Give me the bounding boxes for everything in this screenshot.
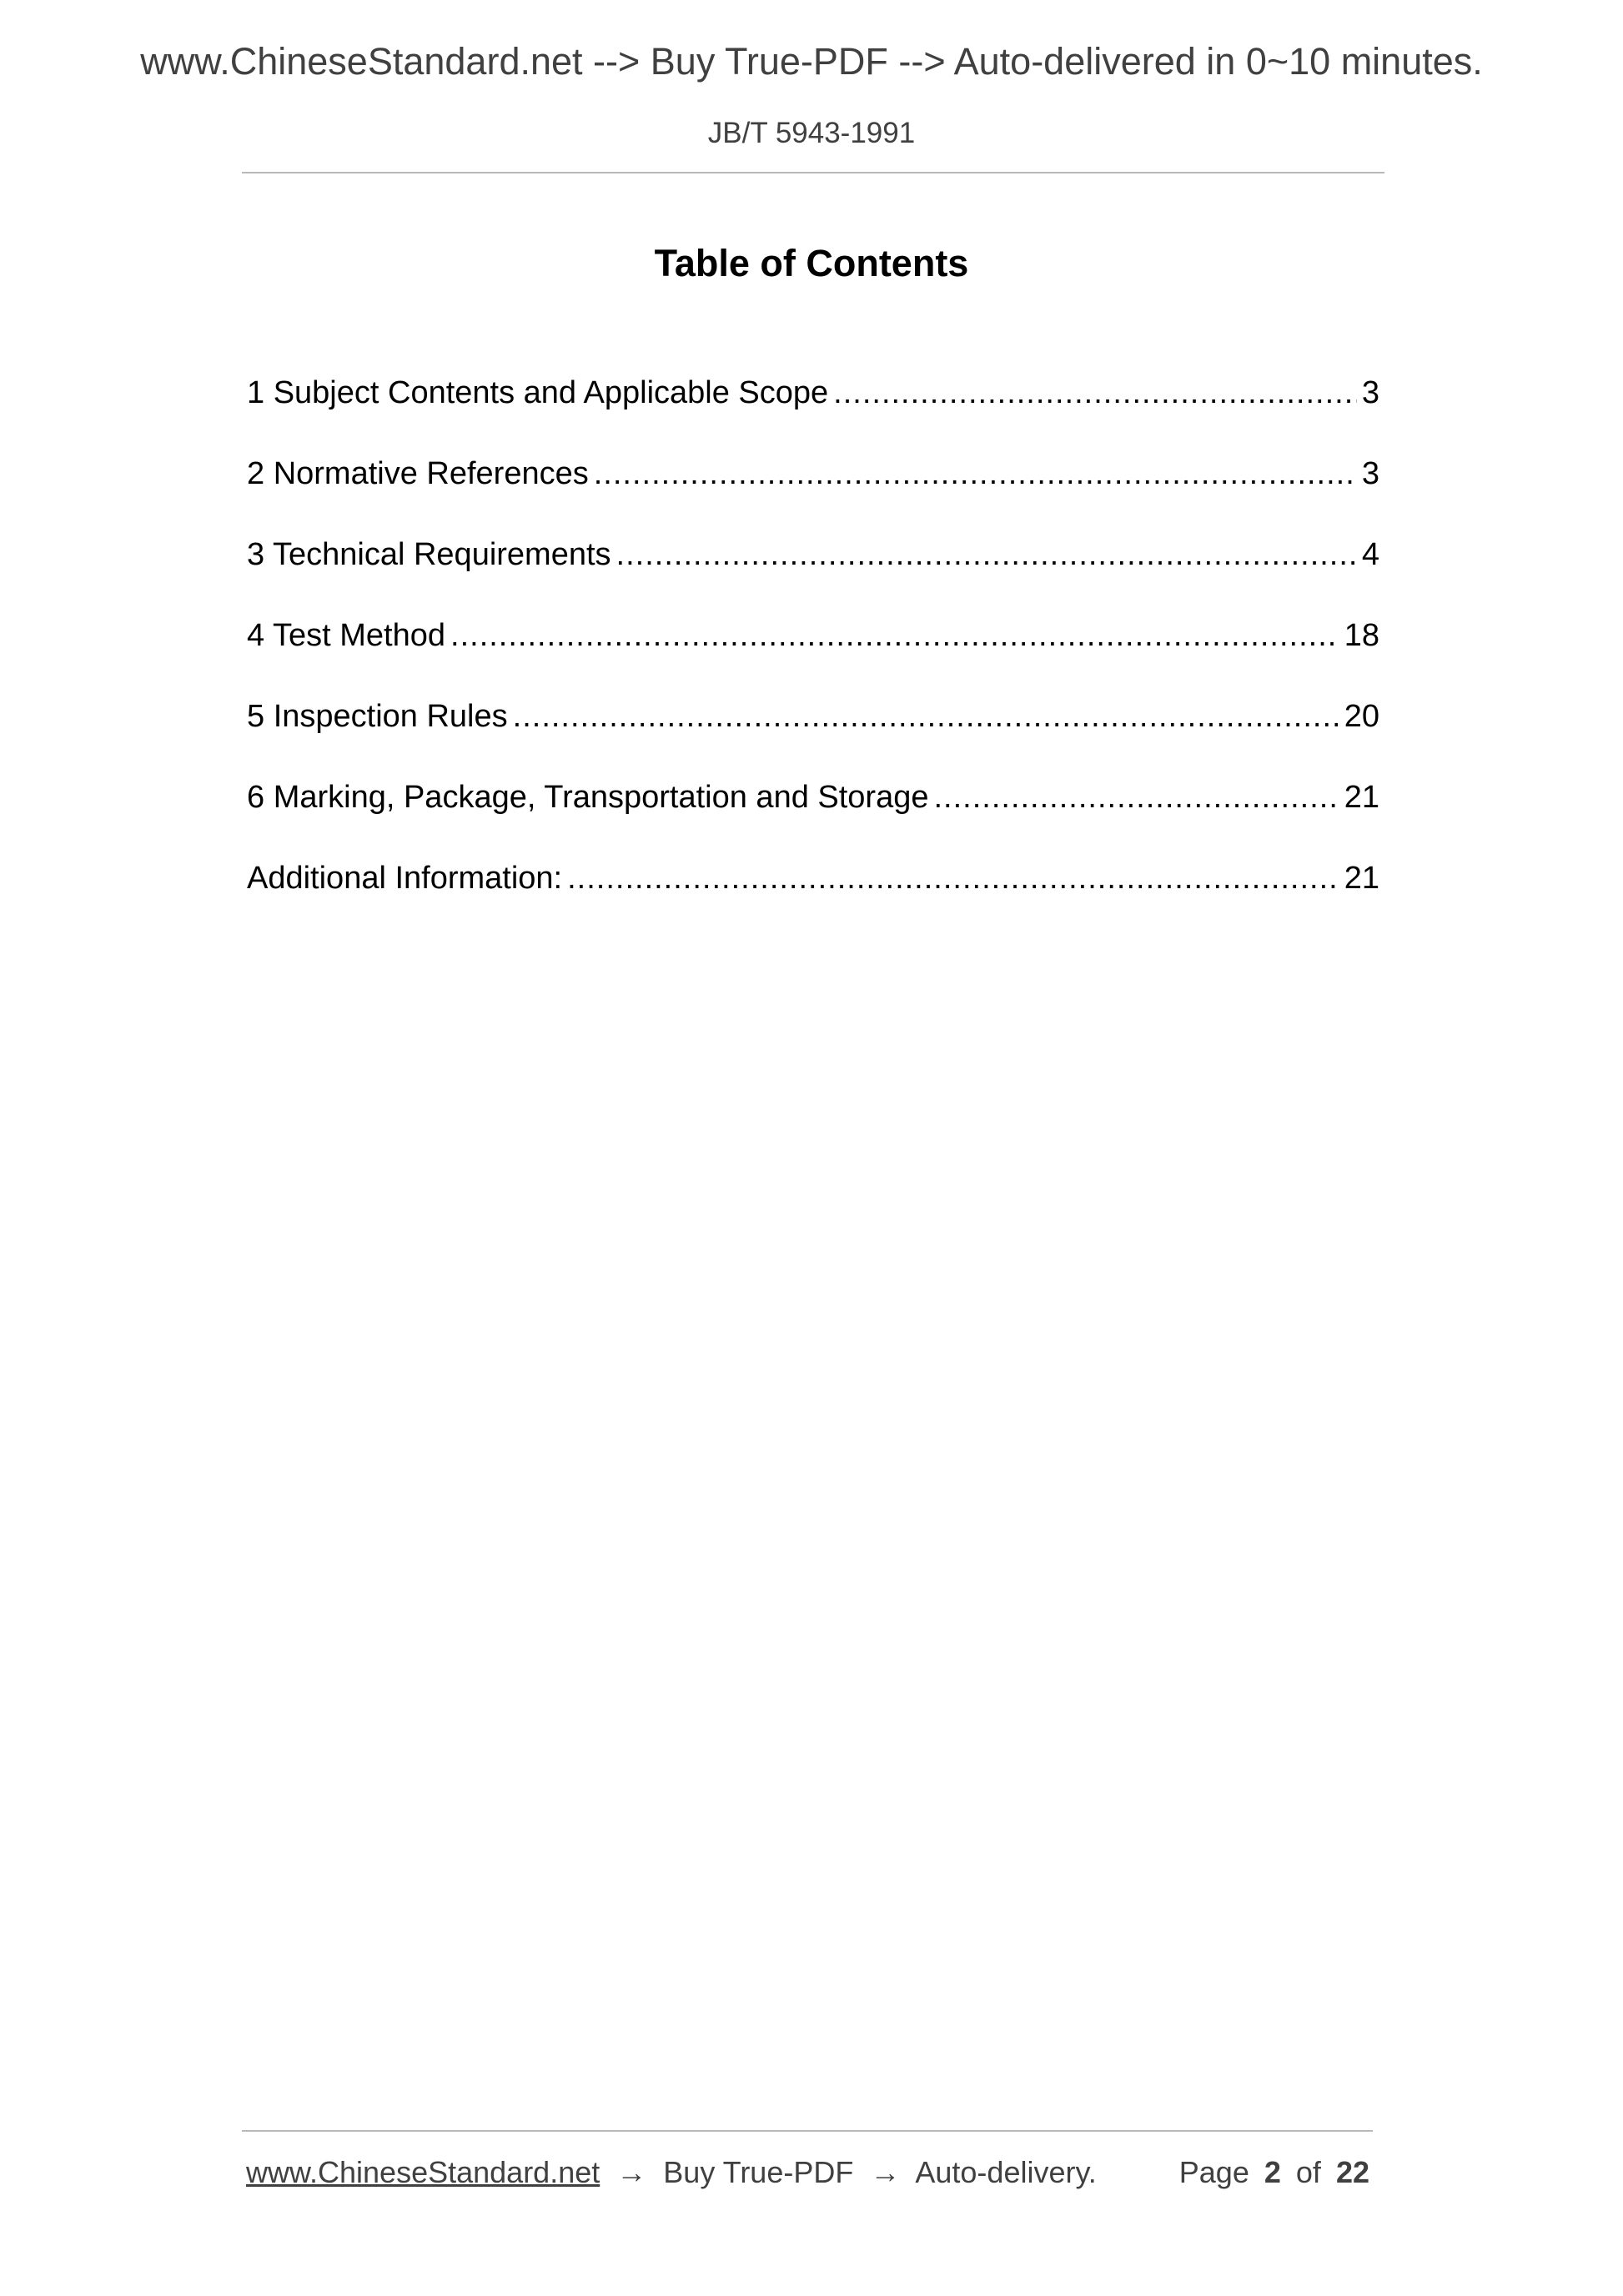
footer-buy-text: Buy True-PDF <box>663 2155 854 2189</box>
page-indicator <box>1179 2155 1376 2190</box>
toc-dot-leader <box>450 618 1339 654</box>
toc-entry-label: 4 Test Method <box>247 618 446 653</box>
toc-entry-page: 4 <box>1361 537 1379 572</box>
page-footer <box>246 2155 1376 2190</box>
toc-dot-leader <box>567 861 1339 897</box>
page-word: Page <box>1178 2155 1249 2189</box>
toc-entry-page: 3 <box>1361 456 1379 491</box>
toc-dot-leader <box>616 537 1357 573</box>
total-pages-number: 22 <box>1335 2155 1369 2189</box>
toc-entry-label: Additional Information: <box>247 861 563 896</box>
page-title: Table of Contents <box>654 242 969 284</box>
top-banner: www.ChineseStandard.net --> Buy True-PDF --> Auto-delivered in 0~10 minutes. <box>140 40 1483 83</box>
toc-entry-page: 3 <box>1361 375 1379 410</box>
toc-dot-leader <box>594 456 1357 492</box>
toc-entry[interactable] <box>247 861 1379 942</box>
toc-dot-leader <box>933 780 1339 816</box>
toc-entry-label: 3 Technical Requirements <box>247 537 611 572</box>
document-code: JB/T 5943-1991 <box>707 117 916 149</box>
toc-entry[interactable] <box>247 537 1379 618</box>
toc-entry[interactable] <box>247 780 1379 861</box>
toc-dot-leader <box>833 375 1357 411</box>
toc-entry-page: 21 <box>1344 861 1379 896</box>
table-of-contents <box>247 375 1379 942</box>
footer-delivery-text: Auto-delivery. <box>915 2155 1097 2189</box>
header-divider <box>242 172 1384 173</box>
toc-dot-leader <box>513 699 1339 735</box>
toc-entry-label: 2 Normative References <box>247 456 589 491</box>
toc-entry[interactable] <box>247 699 1379 780</box>
right-arrow-icon: → <box>870 2155 901 2189</box>
of-word: of <box>1295 2155 1321 2189</box>
toc-entry-page: 18 <box>1344 618 1379 653</box>
toc-entry-label: 1 Subject Contents and Applicable Scope <box>247 375 829 410</box>
right-arrow-icon: → <box>616 2155 647 2189</box>
toc-entry[interactable] <box>247 375 1379 456</box>
footer-divider <box>242 2130 1373 2132</box>
footer-site-link[interactable]: www.ChineseStandard.net <box>246 2155 600 2189</box>
current-page-number: 2 <box>1264 2155 1281 2189</box>
toc-entry-label: 6 Marking, Package, Transportation and Storage <box>247 780 929 815</box>
toc-entry-page: 20 <box>1344 699 1379 734</box>
toc-entry[interactable] <box>247 618 1379 699</box>
toc-entry[interactable] <box>247 456 1379 537</box>
toc-entry-page: 21 <box>1344 780 1379 815</box>
toc-entry-label: 5 Inspection Rules <box>247 699 508 734</box>
